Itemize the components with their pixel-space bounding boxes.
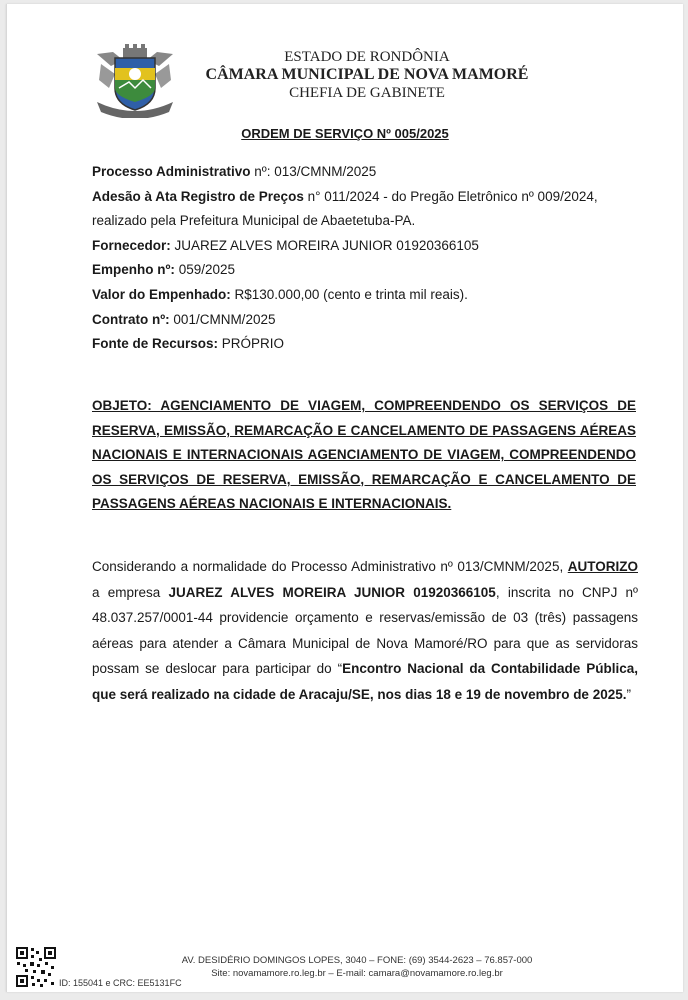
field-label: Fornecedor:	[92, 237, 171, 253]
header-state: ESTADO DE RONDÔNIA	[284, 49, 450, 65]
autorizo-label: AUTORIZO	[567, 559, 638, 574]
field-label: Fonte de Recursos:	[92, 336, 219, 352]
para-text: , inscrita no CNPJ nº 48.037.257/0001-44 providencie orçamento e reservas/emissão de 03 (três) passagens aéreas para atender a Câmara Municipal de Nova Mamoré/RO para que as servidoras possam se deslocar para participar do “	[92, 584, 638, 676]
field-contrato	[92, 308, 642, 333]
document-id: ID: 155041 e CRC: EE5131FC	[59, 978, 182, 988]
coat-of-arms-icon	[93, 44, 177, 118]
field-empenho	[92, 258, 642, 283]
document-page	[6, 4, 683, 992]
footer-contact: Site: novamamore.ro.leg.br – E-mail: camara@novamamore.ro.leg.br	[211, 968, 503, 979]
field-value: R$130.000,00 (cento e trinta mil reais).	[230, 286, 468, 302]
footer-address: AV. DESIDÉRIO DOMINGOS LOPES, 3040 – FONE: (69) 3544-2623 – 76.857-000	[181, 955, 533, 966]
field-label: Processo Administrativo	[92, 164, 251, 179]
field-valor	[92, 283, 642, 308]
field-fornecedor	[92, 234, 642, 259]
field-fonte	[92, 332, 642, 357]
document-header	[187, 48, 547, 102]
para-end: ”	[626, 686, 631, 702]
event-name: Encontro Nacional da Contabilidade Pública, que será realizado na cidade de Aracaju/SE, nos dias 18 e 19 de novembro de 2025.	[92, 661, 638, 702]
field-label: Valor do Empenhado:	[92, 286, 231, 302]
field-value: PRÓPRIO	[218, 336, 285, 352]
company-name: JUAREZ ALVES MOREIRA JUNIOR 01920366105	[168, 584, 496, 600]
fields-list	[92, 160, 642, 357]
authorization-paragraph	[92, 554, 638, 707]
field-adesao	[92, 185, 642, 234]
para-text: a empresa	[92, 584, 169, 600]
document-title: ORDEM DE SERVIÇO Nº 005/2025	[241, 126, 449, 141]
header-department: CHEFIA DE GABINETE	[289, 85, 445, 101]
field-value: n° 011/2024 - do Pregão Eletrônico nº 009/2024, realizado pela Prefeitura Municipal de Abaetetuba-PA.	[92, 188, 598, 229]
field-processo	[92, 160, 642, 185]
objeto-section: OBJETO: AGENCIAMENTO DE VIAGEM, COMPREENDENDO OS SERVIÇOS DE RESERVA, EMISSÃO, REMARCAÇÃO E CANCELAMENTO DE PASSAGENS AÉREAS NACIONAIS E INTERNACIONAIS AGENCIAMENTO DE VIAGEM, COMPREENDENDO OS SERVIÇOS DE RESERVA, EMISSÃO, REMARCAÇÃO E CANCELAMENTO DE PASSAGENS AÉREAS NACIONAIS E INTERNACIONAIS.	[92, 398, 636, 512]
field-value: JUAREZ ALVES MOREIRA JUNIOR 01920366105	[170, 237, 479, 253]
field-label: Empenho nº:	[92, 262, 175, 278]
header-chamber: CÂMARA MUNICIPAL DE NOVA MAMORÉ	[205, 66, 529, 83]
field-value: 059/2025	[174, 262, 235, 278]
field-value: nº: 013/CMNM/2025	[250, 164, 377, 179]
field-label: Adesão à Ata Registro de Preços	[92, 188, 304, 204]
field-value: 001/CMNM/2025	[169, 311, 276, 327]
para-intro: Considerando a normalidade do Processo Administrativo nº 013/CMNM/2025,	[92, 559, 568, 574]
qr-code-icon	[15, 946, 57, 988]
footer	[77, 954, 637, 980]
field-label: Contrato nº:	[92, 311, 170, 327]
